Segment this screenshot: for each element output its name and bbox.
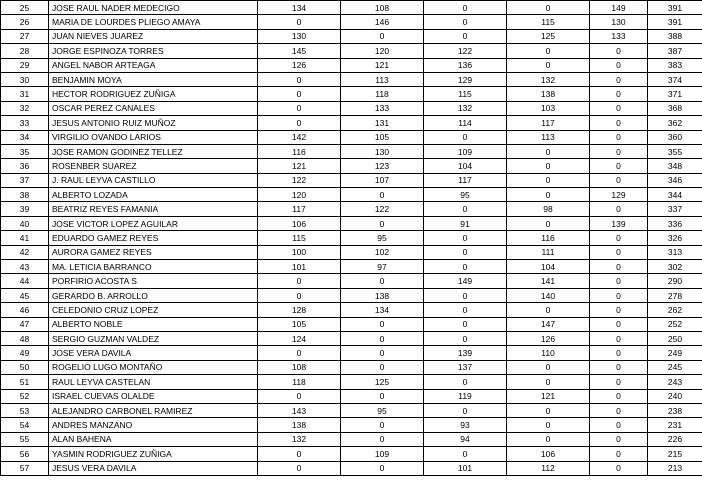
table-row	[1, 58, 702, 72]
value-cell-4: 0	[507, 403, 590, 417]
value-cell-5: 0	[590, 418, 648, 432]
total-cell: 362	[648, 116, 702, 130]
value-cell-3: 137	[424, 360, 507, 374]
value-cell-5: 0	[590, 231, 648, 245]
value-cell-1: 118	[258, 375, 341, 389]
total-cell: 346	[648, 173, 702, 187]
value-cell-4: 140	[507, 288, 590, 302]
value-cell-4: 110	[507, 346, 590, 360]
total-cell: 336	[648, 216, 702, 230]
value-cell-1: 0	[258, 447, 341, 461]
value-cell-2: 0	[341, 346, 424, 360]
table-row	[1, 418, 702, 432]
value-cell-3: 0	[424, 288, 507, 302]
table-row	[1, 403, 702, 417]
value-cell-4: 113	[507, 130, 590, 144]
value-cell-4: 0	[507, 44, 590, 58]
value-cell-1: 117	[258, 202, 341, 216]
total-cell: 391	[648, 1, 702, 15]
value-cell-2: 125	[341, 375, 424, 389]
rank-cell: 50	[1, 360, 49, 374]
value-cell-5: 0	[590, 44, 648, 58]
value-cell-2: 97	[341, 260, 424, 274]
value-cell-1: 138	[258, 418, 341, 432]
value-cell-1: 0	[258, 15, 341, 29]
rank-cell: 42	[1, 245, 49, 259]
value-cell-5: 0	[590, 130, 648, 144]
rank-cell: 40	[1, 216, 49, 230]
rank-cell: 48	[1, 331, 49, 345]
table-row	[1, 303, 702, 317]
value-cell-5: 0	[590, 116, 648, 130]
total-cell: 313	[648, 245, 702, 259]
value-cell-2: 138	[341, 288, 424, 302]
value-cell-4: 0	[507, 159, 590, 173]
value-cell-5: 0	[590, 317, 648, 331]
table-row	[1, 360, 702, 374]
value-cell-3: 115	[424, 87, 507, 101]
value-cell-3: 0	[424, 447, 507, 461]
table-row	[1, 216, 702, 230]
total-cell: 252	[648, 317, 702, 331]
name-cell: GERARDO B. ARROLLO	[49, 288, 258, 302]
value-cell-3: 0	[424, 317, 507, 331]
value-cell-1: 0	[258, 288, 341, 302]
value-cell-4: 0	[507, 58, 590, 72]
value-cell-1: 142	[258, 130, 341, 144]
value-cell-5: 0	[590, 101, 648, 115]
value-cell-3: 0	[424, 29, 507, 43]
total-cell: 215	[648, 447, 702, 461]
value-cell-2: 102	[341, 245, 424, 259]
rank-cell: 28	[1, 44, 49, 58]
table-row	[1, 432, 702, 446]
value-cell-1: 0	[258, 87, 341, 101]
value-cell-3: 0	[424, 403, 507, 417]
rank-cell: 49	[1, 346, 49, 360]
total-cell: 326	[648, 231, 702, 245]
value-cell-5: 0	[590, 403, 648, 417]
rank-cell: 30	[1, 72, 49, 86]
value-cell-4: 0	[507, 375, 590, 389]
value-cell-3: 0	[424, 245, 507, 259]
value-cell-5: 0	[590, 375, 648, 389]
name-cell: MARIA DE LOURDES PLIEGO AMAYA	[49, 15, 258, 29]
value-cell-4: 103	[507, 101, 590, 115]
total-cell: 238	[648, 403, 702, 417]
value-cell-2: 0	[341, 418, 424, 432]
value-cell-5: 0	[590, 72, 648, 86]
name-cell: CELEDONIO CRUZ LOPEZ	[49, 303, 258, 317]
value-cell-1: 128	[258, 303, 341, 317]
value-cell-3: 0	[424, 375, 507, 389]
value-cell-2: 109	[341, 447, 424, 461]
value-cell-4: 106	[507, 447, 590, 461]
name-cell: HECTOR RODRIGUEZ ZUÑIGA	[49, 87, 258, 101]
total-cell: 240	[648, 389, 702, 403]
value-cell-3: 136	[424, 58, 507, 72]
value-cell-4: 121	[507, 389, 590, 403]
table-row	[1, 447, 702, 461]
value-cell-5: 0	[590, 288, 648, 302]
value-cell-5: 0	[590, 173, 648, 187]
name-cell: EDUARDO GAMEZ REYES	[49, 231, 258, 245]
value-cell-3: 139	[424, 346, 507, 360]
table-row	[1, 346, 702, 360]
value-cell-4: 115	[507, 15, 590, 29]
value-cell-3: 0	[424, 303, 507, 317]
value-cell-1: 100	[258, 245, 341, 259]
value-cell-2: 0	[341, 461, 424, 475]
value-cell-5: 0	[590, 144, 648, 158]
rank-cell: 51	[1, 375, 49, 389]
value-cell-3: 94	[424, 432, 507, 446]
value-cell-4: 0	[507, 188, 590, 202]
name-cell: VIRGILIO OVANDO LARIOS	[49, 130, 258, 144]
rank-cell: 52	[1, 389, 49, 403]
value-cell-2: 0	[341, 216, 424, 230]
value-cell-2: 108	[341, 1, 424, 15]
value-cell-3: 117	[424, 173, 507, 187]
value-cell-3: 0	[424, 331, 507, 345]
value-cell-2: 131	[341, 116, 424, 130]
table-row	[1, 159, 702, 173]
table-row	[1, 101, 702, 115]
rank-cell: 38	[1, 188, 49, 202]
rank-cell: 45	[1, 288, 49, 302]
table-row	[1, 202, 702, 216]
table-row	[1, 87, 702, 101]
value-cell-3: 104	[424, 159, 507, 173]
value-cell-1: 132	[258, 432, 341, 446]
table-row	[1, 288, 702, 302]
value-cell-5: 130	[590, 15, 648, 29]
value-cell-3: 91	[424, 216, 507, 230]
name-cell: ROGELIO LUGO MONTAÑO	[49, 360, 258, 374]
value-cell-2: 0	[341, 331, 424, 345]
table-row	[1, 389, 702, 403]
rank-cell: 33	[1, 116, 49, 130]
value-cell-4: 111	[507, 245, 590, 259]
value-cell-3: 0	[424, 15, 507, 29]
value-cell-4: 117	[507, 116, 590, 130]
rank-cell: 55	[1, 432, 49, 446]
value-cell-1: 124	[258, 331, 341, 345]
value-cell-5: 139	[590, 216, 648, 230]
total-cell: 391	[648, 15, 702, 29]
value-cell-5: 0	[590, 260, 648, 274]
name-cell: OSCAR PEREZ CANALES	[49, 101, 258, 115]
total-cell: 249	[648, 346, 702, 360]
value-cell-5: 0	[590, 245, 648, 259]
total-cell: 290	[648, 274, 702, 288]
value-cell-4: 0	[507, 1, 590, 15]
name-cell: ANGEL NABOR ARTEAGA	[49, 58, 258, 72]
name-cell: AURORA GAMEZ REYES	[49, 245, 258, 259]
name-cell: JOSE VERA DAVILA	[49, 346, 258, 360]
total-cell: 368	[648, 101, 702, 115]
value-cell-1: 108	[258, 360, 341, 374]
rank-cell: 39	[1, 202, 49, 216]
total-cell: 243	[648, 375, 702, 389]
name-cell: RAUL LEYVA CASTELAN	[49, 375, 258, 389]
rank-cell: 29	[1, 58, 49, 72]
table-row	[1, 461, 702, 475]
value-cell-4: 0	[507, 418, 590, 432]
name-cell: JUAN NIEVES JUAREZ	[49, 29, 258, 43]
value-cell-5: 0	[590, 159, 648, 173]
value-cell-4: 116	[507, 231, 590, 245]
value-cell-3: 119	[424, 389, 507, 403]
value-cell-1: 0	[258, 461, 341, 475]
name-cell: ALBERTO NOBLE	[49, 317, 258, 331]
value-cell-1: 106	[258, 216, 341, 230]
value-cell-2: 113	[341, 72, 424, 86]
value-cell-3: 132	[424, 101, 507, 115]
rank-cell: 41	[1, 231, 49, 245]
rank-cell: 32	[1, 101, 49, 115]
value-cell-4: 98	[507, 202, 590, 216]
name-cell: ALEJANDRO CARBONEL RAMIREZ	[49, 403, 258, 417]
table-row	[1, 188, 702, 202]
table-row	[1, 15, 702, 29]
value-cell-3: 114	[424, 116, 507, 130]
name-cell: JOSE RAUL NADER MEDECIGO	[49, 1, 258, 15]
name-cell: PORFIRIO ACOSTA S	[49, 274, 258, 288]
rank-cell: 34	[1, 130, 49, 144]
value-cell-1: 0	[258, 274, 341, 288]
value-cell-2: 120	[341, 44, 424, 58]
rank-cell: 26	[1, 15, 49, 29]
value-cell-1: 105	[258, 317, 341, 331]
value-cell-2: 95	[341, 231, 424, 245]
name-cell: BEATRIZ REYES FAMANIA	[49, 202, 258, 216]
rank-cell: 27	[1, 29, 49, 43]
value-cell-5: 129	[590, 188, 648, 202]
value-cell-3: 95	[424, 188, 507, 202]
table-row	[1, 375, 702, 389]
total-cell: 250	[648, 331, 702, 345]
total-cell: 348	[648, 159, 702, 173]
total-cell: 387	[648, 44, 702, 58]
rank-cell: 46	[1, 303, 49, 317]
rank-cell: 25	[1, 1, 49, 15]
value-cell-1: 130	[258, 29, 341, 43]
value-cell-1: 0	[258, 101, 341, 115]
value-cell-1: 121	[258, 159, 341, 173]
value-cell-2: 146	[341, 15, 424, 29]
value-cell-2: 105	[341, 130, 424, 144]
table-row	[1, 72, 702, 86]
total-cell: 383	[648, 58, 702, 72]
total-cell: 388	[648, 29, 702, 43]
value-cell-1: 115	[258, 231, 341, 245]
value-cell-3: 109	[424, 144, 507, 158]
table-row	[1, 29, 702, 43]
value-cell-4: 0	[507, 144, 590, 158]
value-cell-1: 0	[258, 346, 341, 360]
value-cell-4: 112	[507, 461, 590, 475]
value-cell-4: 141	[507, 274, 590, 288]
total-cell: 355	[648, 144, 702, 158]
rank-cell: 44	[1, 274, 49, 288]
value-cell-3: 0	[424, 260, 507, 274]
value-cell-5: 133	[590, 29, 648, 43]
value-cell-4: 0	[507, 432, 590, 446]
rank-cell: 35	[1, 144, 49, 158]
table-body	[1, 1, 702, 476]
total-cell: 278	[648, 288, 702, 302]
value-cell-1: 116	[258, 144, 341, 158]
name-cell: MA. LETICIA BARRANCO	[49, 260, 258, 274]
value-cell-2: 0	[341, 360, 424, 374]
value-cell-2: 0	[341, 317, 424, 331]
value-cell-2: 121	[341, 58, 424, 72]
value-cell-2: 133	[341, 101, 424, 115]
value-cell-4: 126	[507, 331, 590, 345]
table-row	[1, 130, 702, 144]
value-cell-5: 0	[590, 58, 648, 72]
name-cell: ALBERTO LOZADA	[49, 188, 258, 202]
value-cell-5: 0	[590, 303, 648, 317]
value-cell-1: 101	[258, 260, 341, 274]
value-cell-3: 0	[424, 202, 507, 216]
value-cell-5: 0	[590, 360, 648, 374]
rank-cell: 37	[1, 173, 49, 187]
rank-cell: 53	[1, 403, 49, 417]
total-cell: 302	[648, 260, 702, 274]
rank-cell: 56	[1, 447, 49, 461]
name-cell: ALAN BAHENA	[49, 432, 258, 446]
table-row	[1, 231, 702, 245]
total-cell: 213	[648, 461, 702, 475]
value-cell-3: 0	[424, 130, 507, 144]
value-cell-2: 0	[341, 389, 424, 403]
value-cell-5: 0	[590, 331, 648, 345]
value-cell-5: 0	[590, 202, 648, 216]
value-cell-1: 122	[258, 173, 341, 187]
table-row	[1, 144, 702, 158]
value-cell-4: 0	[507, 303, 590, 317]
table-row	[1, 116, 702, 130]
value-cell-3: 0	[424, 231, 507, 245]
rank-cell: 31	[1, 87, 49, 101]
value-cell-3: 93	[424, 418, 507, 432]
value-cell-1: 0	[258, 72, 341, 86]
name-cell: JESUS ANTONIO RUIZ MUÑOZ	[49, 116, 258, 130]
name-cell: J. RAUL LEYVA CASTILLO	[49, 173, 258, 187]
value-cell-2: 0	[341, 29, 424, 43]
value-cell-1: 0	[258, 116, 341, 130]
value-cell-5: 149	[590, 1, 648, 15]
value-cell-4: 125	[507, 29, 590, 43]
table-row	[1, 260, 702, 274]
value-cell-2: 95	[341, 403, 424, 417]
name-cell: ISRAEL CUEVAS OLALDE	[49, 389, 258, 403]
name-cell: YASMIN RODRIGUEZ ZUÑIGA	[49, 447, 258, 461]
value-cell-5: 0	[590, 87, 648, 101]
value-cell-4: 0	[507, 216, 590, 230]
name-cell: JOSE VICTOR LOPEZ AGUILAR	[49, 216, 258, 230]
value-cell-1: 134	[258, 1, 341, 15]
value-cell-1: 145	[258, 44, 341, 58]
value-cell-2: 130	[341, 144, 424, 158]
table-row	[1, 1, 702, 15]
value-cell-5: 0	[590, 447, 648, 461]
name-cell: ROSENBER SUAREZ	[49, 159, 258, 173]
value-cell-2: 118	[341, 87, 424, 101]
name-cell: JOSE RAMON GODINEZ TELLEZ	[49, 144, 258, 158]
value-cell-3: 0	[424, 1, 507, 15]
total-cell: 231	[648, 418, 702, 432]
value-cell-3: 129	[424, 72, 507, 86]
total-cell: 226	[648, 432, 702, 446]
rank-cell: 36	[1, 159, 49, 173]
value-cell-1: 0	[258, 389, 341, 403]
total-cell: 371	[648, 87, 702, 101]
value-cell-2: 123	[341, 159, 424, 173]
value-cell-3: 101	[424, 461, 507, 475]
table-row	[1, 317, 702, 331]
total-cell: 262	[648, 303, 702, 317]
value-cell-1: 143	[258, 403, 341, 417]
value-cell-5: 0	[590, 432, 648, 446]
value-cell-4: 0	[507, 360, 590, 374]
total-cell: 360	[648, 130, 702, 144]
table-row	[1, 274, 702, 288]
name-cell: JORGE ESPINOZA TORRES	[49, 44, 258, 58]
rank-cell: 47	[1, 317, 49, 331]
value-cell-5: 0	[590, 274, 648, 288]
table-row	[1, 245, 702, 259]
rank-cell: 54	[1, 418, 49, 432]
value-cell-4: 147	[507, 317, 590, 331]
total-cell: 337	[648, 202, 702, 216]
table-row	[1, 44, 702, 58]
value-cell-2: 0	[341, 188, 424, 202]
value-cell-4: 138	[507, 87, 590, 101]
name-cell: SERGIO GUZMAN VALDEZ	[49, 331, 258, 345]
value-cell-4: 104	[507, 260, 590, 274]
value-cell-2: 134	[341, 303, 424, 317]
total-cell: 245	[648, 360, 702, 374]
value-cell-1: 126	[258, 58, 341, 72]
rank-cell: 57	[1, 461, 49, 475]
value-cell-2: 0	[341, 274, 424, 288]
value-cell-2: 107	[341, 173, 424, 187]
value-cell-4: 132	[507, 72, 590, 86]
value-cell-4: 0	[507, 173, 590, 187]
value-cell-1: 120	[258, 188, 341, 202]
name-cell: ANDRES MANZANO	[49, 418, 258, 432]
value-cell-3: 122	[424, 44, 507, 58]
table-row	[1, 173, 702, 187]
value-cell-5: 0	[590, 346, 648, 360]
value-cell-2: 122	[341, 202, 424, 216]
value-cell-5: 0	[590, 461, 648, 475]
total-cell: 374	[648, 72, 702, 86]
value-cell-3: 149	[424, 274, 507, 288]
name-cell: BENJAMIN MOYA	[49, 72, 258, 86]
value-cell-5: 0	[590, 389, 648, 403]
value-cell-2: 0	[341, 432, 424, 446]
total-cell: 344	[648, 188, 702, 202]
name-cell: JESUS VERA DAVILA	[49, 461, 258, 475]
rank-cell: 43	[1, 260, 49, 274]
table-row	[1, 331, 702, 345]
